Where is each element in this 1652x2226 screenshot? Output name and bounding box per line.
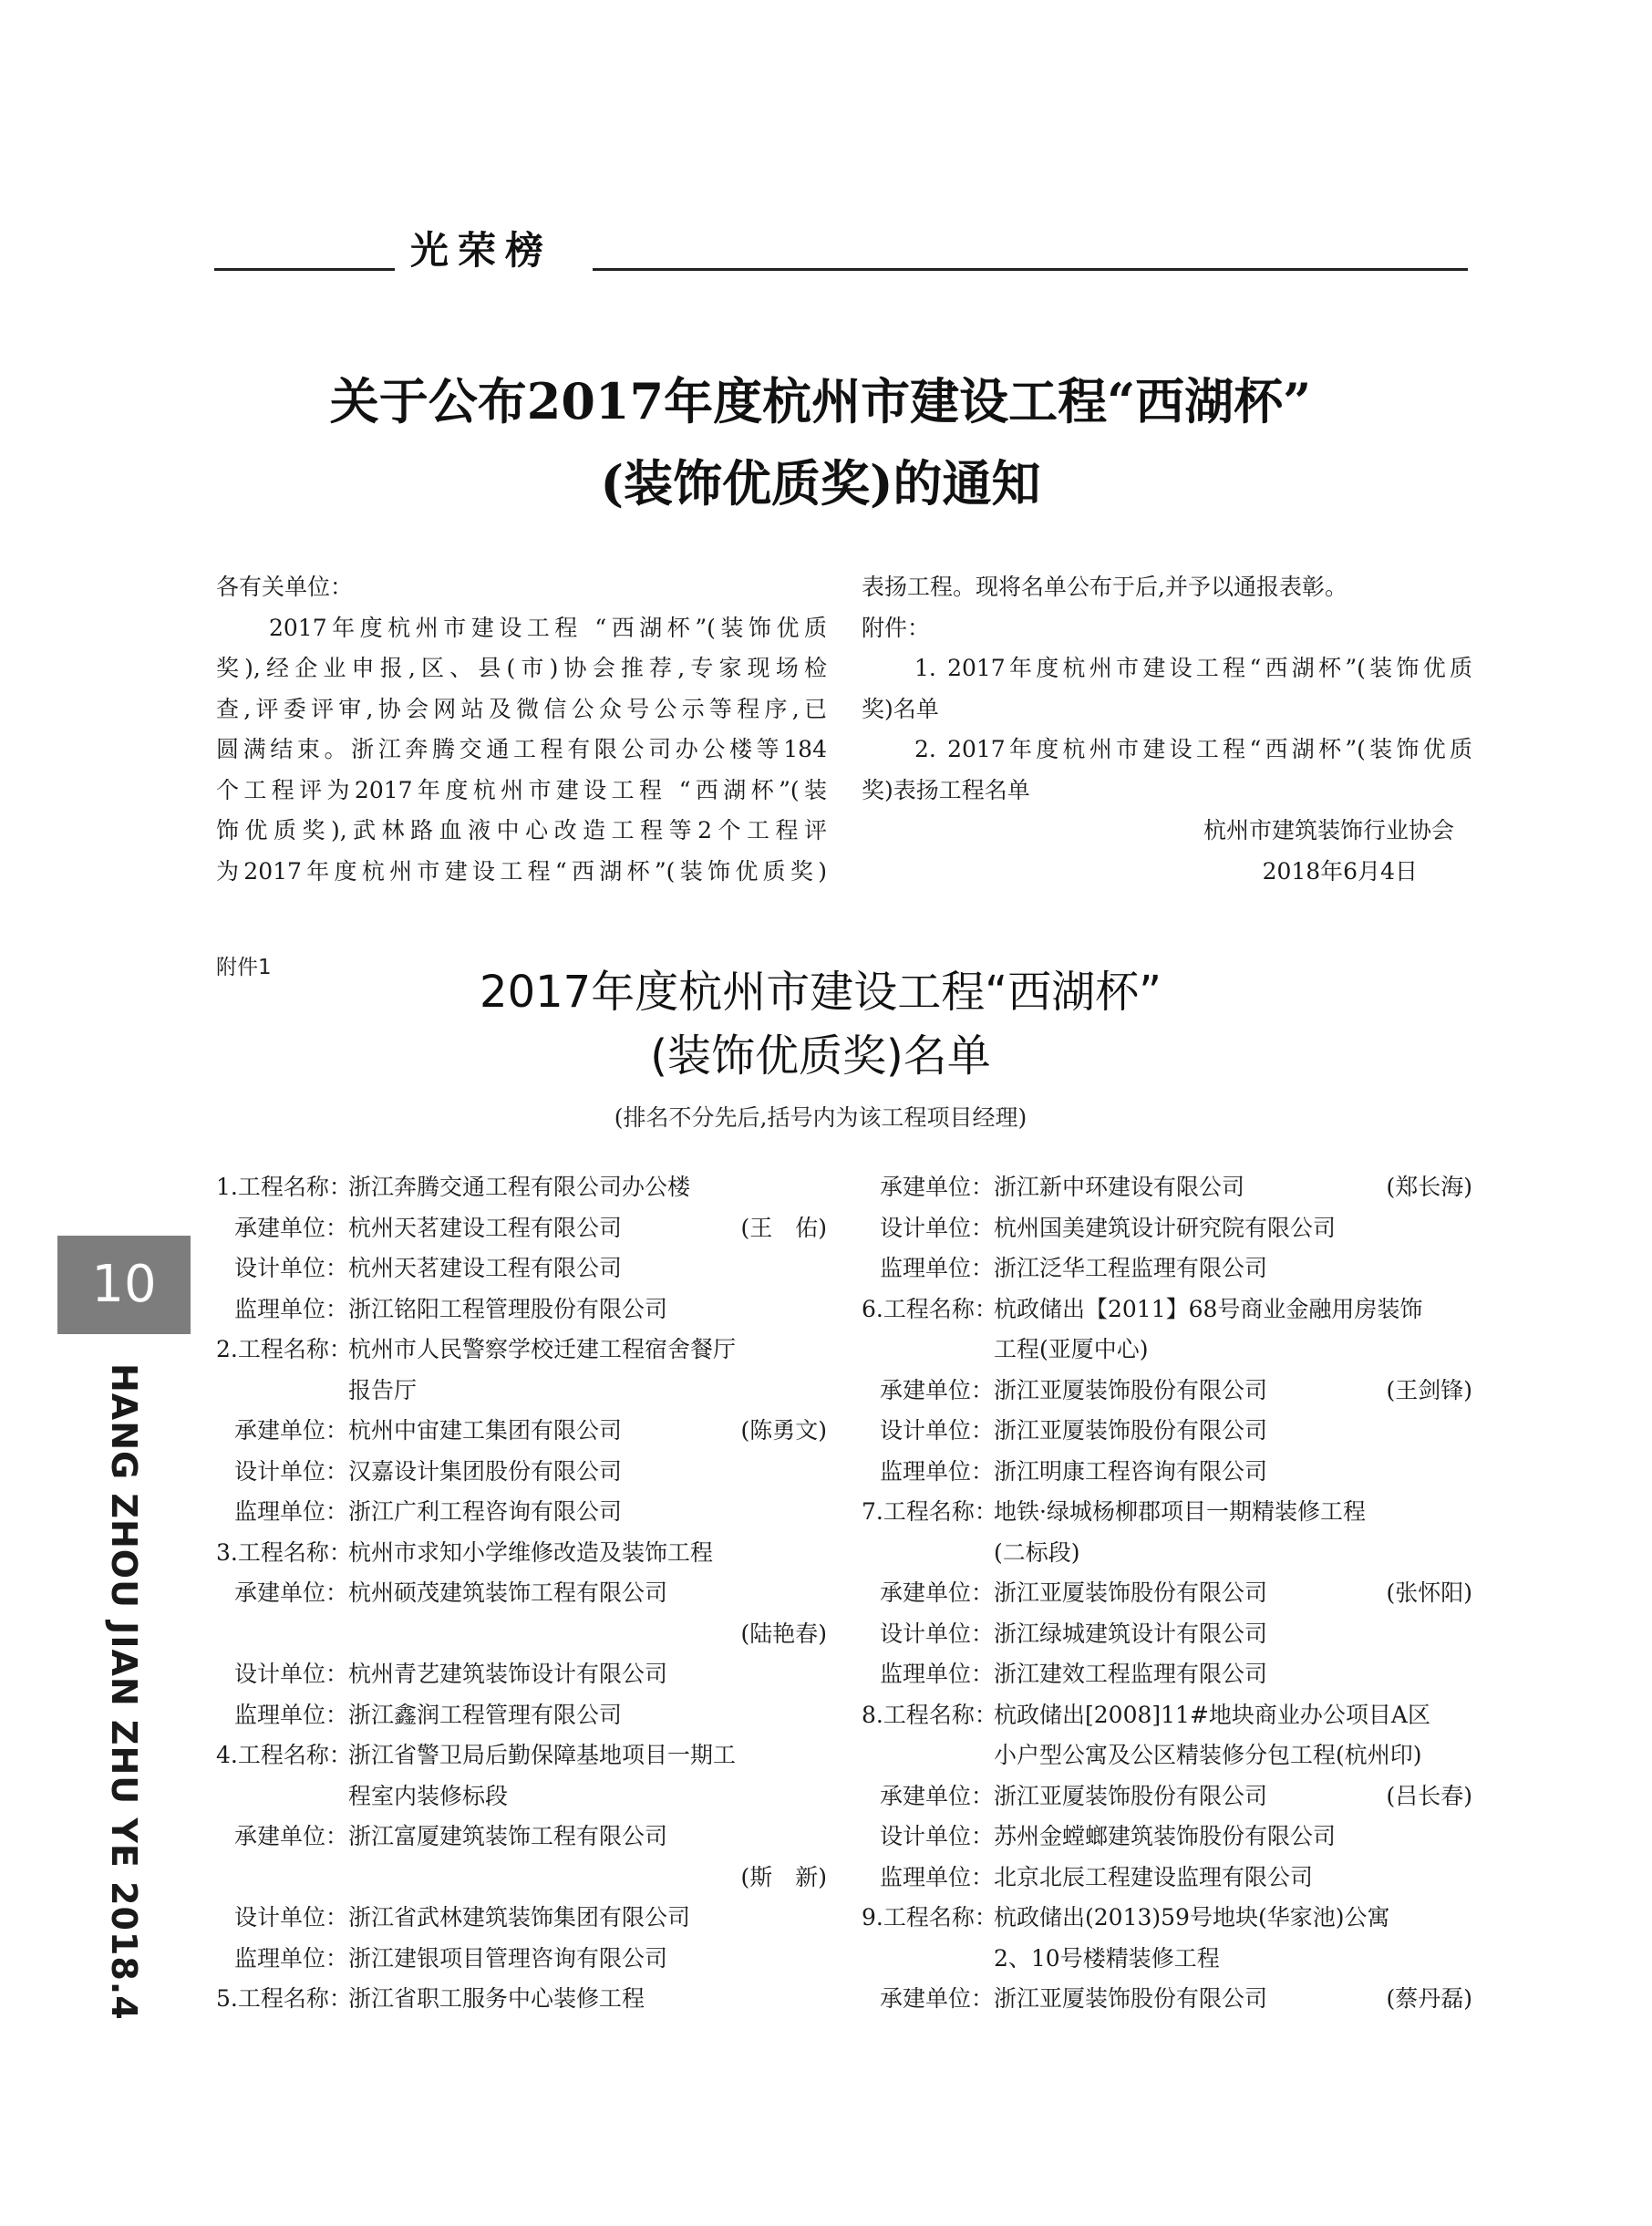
project-label: 8.工程名称： <box>862 1701 997 1728</box>
project-manager: (蔡丹磊) <box>1386 1985 1472 2012</box>
supervisor-name: 浙江建效工程监理有限公司 <box>994 1661 1268 1687</box>
supervisor-row <box>216 1492 827 1533</box>
header-rule-right <box>593 268 1468 271</box>
supervisor-name: 浙江铭阳工程管理股份有限公司 <box>348 1295 668 1322</box>
attachment-item: 2. 2017年度杭州市建设工程“西湖杯”(装饰优质 <box>914 736 1472 762</box>
project-manager: (斯 新) <box>740 1863 827 1890</box>
designer-row <box>862 1614 1472 1655</box>
body-line: 查,评委评审,协会网站及微信公众号公示等程序,已 <box>216 695 827 722</box>
project-name: 工程(亚厦中心) <box>994 1336 1149 1362</box>
notice-body-left <box>216 567 827 892</box>
project-row <box>862 1492 1472 1533</box>
magazine-issue-text: HANG ZHOU JIAN ZHU YE 2018.4 <box>104 1363 144 2021</box>
project-label: 5.工程名称： <box>216 1985 352 2012</box>
project-manager: (张怀阳) <box>1386 1579 1472 1606</box>
attachment-label: 附件1 <box>216 956 272 979</box>
supervisor-label: 监理单位： <box>879 1661 994 1687</box>
project-manager: (陈勇文) <box>740 1417 827 1444</box>
supervisor-label: 监理单位： <box>879 1457 994 1485</box>
designer-name: 苏州金螳螂建筑装饰股份有限公司 <box>994 1823 1337 1849</box>
project-name: 浙江省警卫局后勤保障基地项目一期工 <box>348 1742 737 1768</box>
contractor-label: 承建单位： <box>879 1782 994 1809</box>
body-line: 圆满结束。浙江奔腾交通工程有限公司办公楼等184 <box>216 736 827 762</box>
body-line: 个工程评为2017年度杭州市建设工程 “西湖杯”(装 <box>216 776 827 803</box>
list-title-line2: (装饰优质奖)名单 <box>650 1030 991 1082</box>
project-label: 3.工程名称： <box>216 1538 352 1566</box>
project-manager: (陆艳春) <box>740 1620 827 1647</box>
project-label: 6.工程名称： <box>862 1295 997 1322</box>
contractor-name: 杭州天茗建设工程有限公司 <box>348 1214 623 1241</box>
project-manager: (王 佑) <box>740 1214 827 1241</box>
designer-row <box>216 1248 827 1289</box>
supervisor-row <box>862 1858 1472 1899</box>
contractor-row <box>862 1979 1472 2020</box>
project-row-cont <box>862 1330 1472 1371</box>
project-name: 浙江奔腾交通工程有限公司办公楼 <box>348 1174 691 1200</box>
contractor-name: 浙江亚厦装饰股份有限公司 <box>994 1985 1268 2012</box>
designer-row <box>216 1452 827 1493</box>
designer-label: 设计单位： <box>233 1661 348 1687</box>
project-name: 报告厅 <box>348 1376 418 1403</box>
project-name: 杭州市求知小学维修改造及装饰工程 <box>348 1538 714 1566</box>
award-entry <box>862 1289 1472 1493</box>
contractor-label: 承建单位： <box>233 1823 348 1849</box>
project-row <box>216 1330 827 1371</box>
manager-row <box>216 1858 827 1899</box>
project-row-cont <box>216 1776 827 1817</box>
section-title: 光荣榜 <box>410 228 553 273</box>
project-label: 7.工程名称： <box>862 1498 997 1525</box>
project-row <box>862 1695 1472 1736</box>
project-row <box>216 1979 827 2020</box>
award-entry <box>216 1330 827 1533</box>
award-entry <box>216 1979 827 2020</box>
body-line: 2017年度杭州市建设工程 “西湖杯”(装饰优质 <box>269 614 827 641</box>
attachment-item-cont: 奖)名单 <box>862 695 939 722</box>
designer-name: 浙江绿城建筑设计有限公司 <box>994 1620 1268 1647</box>
supervisor-name: 浙江泛华工程监理有限公司 <box>994 1255 1268 1281</box>
designer-name: 杭州青艺建筑装饰设计有限公司 <box>348 1661 668 1687</box>
designer-label: 设计单位： <box>233 1255 348 1281</box>
contractor-name: 浙江亚厦装饰股份有限公司 <box>994 1579 1268 1606</box>
supervisor-row <box>862 1654 1472 1695</box>
designer-label: 设计单位： <box>879 1417 994 1444</box>
project-name: 浙江省职工服务中心装修工程 <box>348 1985 645 2012</box>
project-name: 程室内装修标段 <box>348 1782 509 1809</box>
designer-label: 设计单位： <box>233 1457 348 1485</box>
contractor-name: 浙江富厦建筑装饰工程有限公司 <box>348 1823 668 1849</box>
notice-body-right <box>862 567 1472 892</box>
supervisor-row <box>216 1695 827 1736</box>
contractor-row <box>216 1573 827 1614</box>
project-name: 小户型公寓及公区精装修分包工程(杭州印) <box>994 1742 1422 1768</box>
designer-label: 设计单位： <box>233 1904 348 1931</box>
designer-name: 杭州天茗建设工程有限公司 <box>348 1255 623 1281</box>
award-list-left <box>216 1167 827 2020</box>
header-rule-left <box>214 268 395 271</box>
contractor-row <box>862 1573 1472 1614</box>
contractor-label: 承建单位： <box>879 1985 994 2012</box>
designer-name: 杭州国美建筑设计研究院有限公司 <box>994 1214 1337 1241</box>
notice-title-line1: 关于公布2017年度杭州市建设工程“西湖杯” <box>329 372 1312 430</box>
body-continuation: 表扬工程。现将名单公布于后,并予以通报表彰。 <box>862 574 1347 600</box>
attachment-heading: 附件： <box>862 614 931 641</box>
contractor-name: 浙江新中环建设有限公司 <box>994 1174 1245 1200</box>
award-entry <box>216 1533 827 1736</box>
supervisor-name: 浙江建银项目管理咨询有限公司 <box>348 1944 668 1972</box>
project-name: 杭州市人民警察学校迁建工程宿舍餐厅 <box>348 1336 737 1362</box>
designer-label: 设计单位： <box>879 1214 994 1241</box>
designer-row <box>862 1817 1472 1858</box>
contractor-label: 承建单位： <box>233 1579 348 1606</box>
supervisor-label: 监理单位： <box>879 1255 994 1281</box>
project-label: 2.工程名称： <box>216 1336 352 1362</box>
project-label: 4.工程名称： <box>216 1742 352 1768</box>
supervisor-name: 浙江鑫润工程管理有限公司 <box>348 1701 623 1728</box>
supervisor-row <box>216 1289 827 1330</box>
manager-row <box>216 1614 827 1655</box>
project-row-cont <box>862 1939 1472 1980</box>
notice-title-line2: (装饰优质奖)的通知 <box>600 454 1041 512</box>
designer-row <box>216 1654 827 1695</box>
attachment-item: 1. 2017年度杭州市建设工程“西湖杯”(装饰优质 <box>914 655 1472 681</box>
supervisor-row <box>862 1248 1472 1289</box>
designer-row <box>862 1208 1472 1249</box>
award-entry <box>862 1898 1472 2020</box>
contractor-name: 杭州中宙建工集团有限公司 <box>348 1417 623 1444</box>
designer-row <box>862 1411 1472 1452</box>
supervisor-name: 北京北辰工程建设监理有限公司 <box>994 1863 1314 1890</box>
contractor-label: 承建单位： <box>879 1579 994 1606</box>
project-name: 地铁·绿城杨柳郡项目一期精装修工程 <box>994 1498 1366 1525</box>
signature-date: 2018年6月4日 <box>1262 857 1418 885</box>
project-name: 杭政储出[2008]11#地块商业办公项目A区 <box>994 1701 1430 1728</box>
project-row-cont <box>216 1371 827 1412</box>
contractor-name: 浙江亚厦装饰股份有限公司 <box>994 1782 1268 1809</box>
project-manager: (吕长春) <box>1386 1782 1472 1809</box>
magazine-issue <box>104 1363 144 2021</box>
designer-label: 设计单位： <box>879 1823 994 1849</box>
project-name: 杭政储出【2011】68号商业金融用房装饰 <box>994 1295 1423 1322</box>
notice-title <box>274 360 1368 524</box>
list-title <box>274 960 1368 1088</box>
supervisor-label: 监理单位： <box>233 1498 348 1525</box>
project-manager: (王剑锋) <box>1386 1376 1472 1403</box>
body-line: 为2017年度杭州市建设工程“西湖杯”(装饰优质奖) <box>216 857 827 885</box>
award-entry <box>216 1735 827 1979</box>
award-list-right <box>862 1167 1472 2020</box>
project-row <box>216 1533 827 1574</box>
contractor-row <box>862 1167 1472 1208</box>
page-number: 10 <box>57 1236 191 1334</box>
designer-label: 设计单位： <box>879 1620 994 1647</box>
project-label: 9.工程名称： <box>862 1904 997 1931</box>
supervisor-row <box>862 1452 1472 1493</box>
project-name: 杭政储出(2013)59号地块(华家池)公寓 <box>994 1904 1390 1931</box>
project-row <box>862 1289 1472 1330</box>
project-row <box>216 1167 827 1208</box>
contractor-row <box>216 1208 827 1249</box>
supervisor-label: 监理单位： <box>879 1863 994 1890</box>
attachment-item-cont: 奖)表扬工程名单 <box>862 776 1030 803</box>
award-entry <box>216 1167 827 1330</box>
project-name: 2、10号楼精装修工程 <box>994 1944 1220 1972</box>
award-entry <box>862 1695 1472 1899</box>
award-entry <box>862 1167 1472 1289</box>
contractor-row <box>862 1776 1472 1817</box>
salutation: 各有关单位： <box>216 574 354 600</box>
contractor-name: 浙江亚厦装饰股份有限公司 <box>994 1376 1268 1403</box>
list-title-line1: 2017年度杭州市建设工程“西湖杯” <box>480 967 1162 1018</box>
contractor-row <box>216 1817 827 1858</box>
body-line: 奖),经企业申报,区、县(市)协会推荐,专家现场检 <box>216 655 827 681</box>
designer-name: 汉嘉设计集团股份有限公司 <box>348 1457 623 1485</box>
contractor-row <box>216 1411 827 1452</box>
contractor-row <box>862 1371 1472 1412</box>
project-label: 1.工程名称： <box>216 1174 352 1200</box>
contractor-label: 承建单位： <box>879 1174 994 1200</box>
project-manager: (郑长海) <box>1386 1174 1472 1200</box>
supervisor-label: 监理单位： <box>233 1701 348 1728</box>
contractor-label: 承建单位： <box>879 1376 994 1403</box>
designer-row <box>216 1898 827 1939</box>
project-row-cont <box>862 1735 1472 1776</box>
project-row-cont <box>862 1533 1472 1574</box>
contractor-name: 杭州硕茂建筑装饰工程有限公司 <box>348 1579 668 1606</box>
award-entry <box>862 1492 1472 1695</box>
supervisor-row <box>216 1939 827 1980</box>
supervisor-label: 监理单位： <box>233 1944 348 1972</box>
contractor-label: 承建单位： <box>233 1214 348 1241</box>
signature: 杭州市建筑装饰行业协会 <box>1203 817 1454 844</box>
designer-name: 浙江省武林建筑装饰集团有限公司 <box>348 1904 691 1931</box>
contractor-label: 承建单位： <box>233 1417 348 1444</box>
supervisor-name: 浙江明康工程咨询有限公司 <box>994 1457 1268 1485</box>
project-name: (二标段) <box>994 1538 1080 1566</box>
project-row <box>862 1898 1472 1939</box>
project-row <box>216 1735 827 1776</box>
list-note: (排名不分先后,括号内为该工程项目经理) <box>614 1104 1027 1131</box>
supervisor-label: 监理单位： <box>233 1295 348 1322</box>
body-line: 饰优质奖),武林路血液中心改造工程等2个工程评 <box>216 817 827 844</box>
designer-name: 浙江亚厦装饰股份有限公司 <box>994 1417 1268 1444</box>
supervisor-name: 浙江广利工程咨询有限公司 <box>348 1498 623 1525</box>
